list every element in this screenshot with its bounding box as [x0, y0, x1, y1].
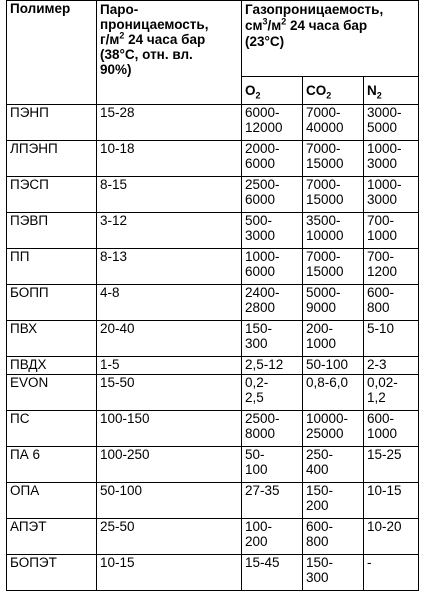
vapor-value-cell: 1-5 [97, 357, 242, 375]
vapor-header-unit-sup: 2 [119, 30, 125, 41]
polymer-name-cell: ПЭВП [7, 213, 97, 249]
vapor-value-cell: 8-15 [97, 177, 242, 213]
vapor-value-cell: 10-15 [97, 555, 242, 591]
polymer-name-cell: АПЭТ [7, 519, 97, 555]
gas-permeability-header [242, 1, 419, 77]
polymer-name-cell: ОПА [7, 483, 97, 519]
o2-value-cell: 2000- 6000 [242, 141, 303, 177]
table-row [7, 141, 419, 177]
n2-value-cell: 2-3 [364, 357, 419, 375]
vapor-value-cell: 15-50 [97, 375, 242, 411]
n2-value-cell: 5-10 [364, 321, 419, 357]
n2-value-cell: 10-20 [364, 519, 419, 555]
vapor-value-cell: 100-150 [97, 411, 242, 447]
vapor-permeability-header [97, 1, 242, 105]
vapor-header-unit-post: 24 часа бар [124, 32, 206, 47]
gas-header-line1: Газопроницаемость, [245, 2, 384, 17]
n2-value-cell: 600- 1000 [364, 411, 419, 447]
co2-value-cell: 7000- 15000 [303, 249, 364, 285]
gas-header-unit-post: 24 часа бар [286, 18, 368, 33]
polymer-name-cell: ПЭСП [7, 177, 97, 213]
vapor-header-humidity: 90%) [100, 62, 132, 77]
o2-value-cell: 27-35 [242, 483, 303, 519]
n2-column-header: $N_2$ [364, 77, 419, 105]
n2-value-cell: 15-25 [364, 447, 419, 483]
table-row [7, 555, 419, 591]
n2-value-cell: 600- 800 [364, 285, 419, 321]
table-body [7, 105, 419, 591]
table-row [7, 483, 419, 519]
gas-header-unit: см [245, 18, 263, 33]
table-row [7, 213, 419, 249]
n2-value-cell: 3000- 5000 [364, 105, 419, 141]
o2-value-cell: 1000- 6000 [242, 249, 303, 285]
gas-header-temperature: (23°С) [245, 34, 285, 49]
o2-value-cell: 150- 300 [242, 321, 303, 357]
polymer-name-cell: ЛПЭНП [7, 141, 97, 177]
gas-header-unit-mid: /м [267, 18, 282, 33]
vapor-value-cell: 10-18 [97, 141, 242, 177]
permeability-table [6, 0, 419, 591]
vapor-value-cell: 8-13 [97, 249, 242, 285]
table-header [7, 1, 419, 105]
polymer-name-cell: ПВХ [7, 321, 97, 357]
o2-value-cell: 500- 3000 [242, 213, 303, 249]
co2-value-cell: 3500- 10000 [303, 213, 364, 249]
polymer-name-cell: ПЭНП [7, 105, 97, 141]
polymer-name-cell: ПС [7, 411, 97, 447]
vapor-value-cell: 100-250 [97, 447, 242, 483]
table-row [7, 447, 419, 483]
o2-value-cell: 2,5-12 [242, 357, 303, 375]
n2-value-cell: 1000- 3000 [364, 141, 419, 177]
table-row [7, 519, 419, 555]
co2-value-cell: 200- 1000 [303, 321, 364, 357]
co2-value-cell: 10000- 25000 [303, 411, 364, 447]
vapor-value-cell: 15-28 [97, 105, 242, 141]
table-row [7, 321, 419, 357]
vapor-header-unit: г/м [100, 32, 120, 47]
n2-value-cell: 1000- 3000 [364, 177, 419, 213]
vapor-header-line1: Паро- [100, 2, 139, 17]
table-row [7, 357, 419, 375]
vapor-header-conditions: (38°С, отн. вл. [100, 47, 193, 62]
n2-value-cell: 700- 1000 [364, 213, 419, 249]
o2-value-cell: 15-45 [242, 555, 303, 591]
co2-value-cell: 7000- 15000 [303, 177, 364, 213]
vapor-value-cell: 4-8 [97, 285, 242, 321]
n2-value-cell: 0,02- 1,2 [364, 375, 419, 411]
gas-header-unit-sup1: 3 [262, 16, 268, 27]
n2-value-cell: 10-15 [364, 483, 419, 519]
o2-column-header: $O_2$ [242, 77, 303, 105]
table-row [7, 249, 419, 285]
o2-value-cell: 6000- 12000 [242, 105, 303, 141]
polymer-name-cell: ПВДХ [7, 357, 97, 375]
co2-value-cell: 150- 200 [303, 483, 364, 519]
n2-value-cell: - [364, 555, 419, 591]
o2-value-cell: 100- 200 [242, 519, 303, 555]
table-row [7, 177, 419, 213]
vapor-header-line2: проницаемость, [100, 17, 209, 32]
table-row [7, 411, 419, 447]
co2-value-cell: 7000- 15000 [303, 141, 364, 177]
o2-value-cell: 50- 100 [242, 447, 303, 483]
o2-value-cell: 2400- 2800 [242, 285, 303, 321]
vapor-value-cell: 50-100 [97, 483, 242, 519]
o2-value-cell: 2500- 8000 [242, 411, 303, 447]
vapor-value-cell: 20-40 [97, 321, 242, 357]
gas-header-unit-sup2: 2 [281, 16, 287, 27]
co2-value-cell: 7000- 40000 [303, 105, 364, 141]
co2-value-cell: 250- 400 [303, 447, 364, 483]
table-row [7, 375, 419, 411]
header-row-top [7, 1, 419, 77]
polymer-name-cell: БОПЭТ [7, 555, 97, 591]
o2-value-cell: 2500- 6000 [242, 177, 303, 213]
co2-value-cell: 5000- 9000 [303, 285, 364, 321]
polymer-name-cell: ПП [7, 249, 97, 285]
vapor-value-cell: 3-12 [97, 213, 242, 249]
table-row [7, 285, 419, 321]
o2-value-cell: 0,2- 2,5 [242, 375, 303, 411]
n2-value-cell: 700- 1200 [364, 249, 419, 285]
polymer-column-header: Полимер [7, 1, 97, 105]
polymer-name-cell: БОПП [7, 285, 97, 321]
co2-value-cell: 0,8-6,0 [303, 375, 364, 411]
co2-column-header: $CO_2$ [303, 77, 364, 105]
polymer-name-cell: EVON [7, 375, 97, 411]
table-row [7, 105, 419, 141]
co2-value-cell: 150- 300 [303, 555, 364, 591]
polymer-name-cell: ПА 6 [7, 447, 97, 483]
co2-value-cell: 50-100 [303, 357, 364, 375]
vapor-value-cell: 25-50 [97, 519, 242, 555]
co2-value-cell: 600- 800 [303, 519, 364, 555]
